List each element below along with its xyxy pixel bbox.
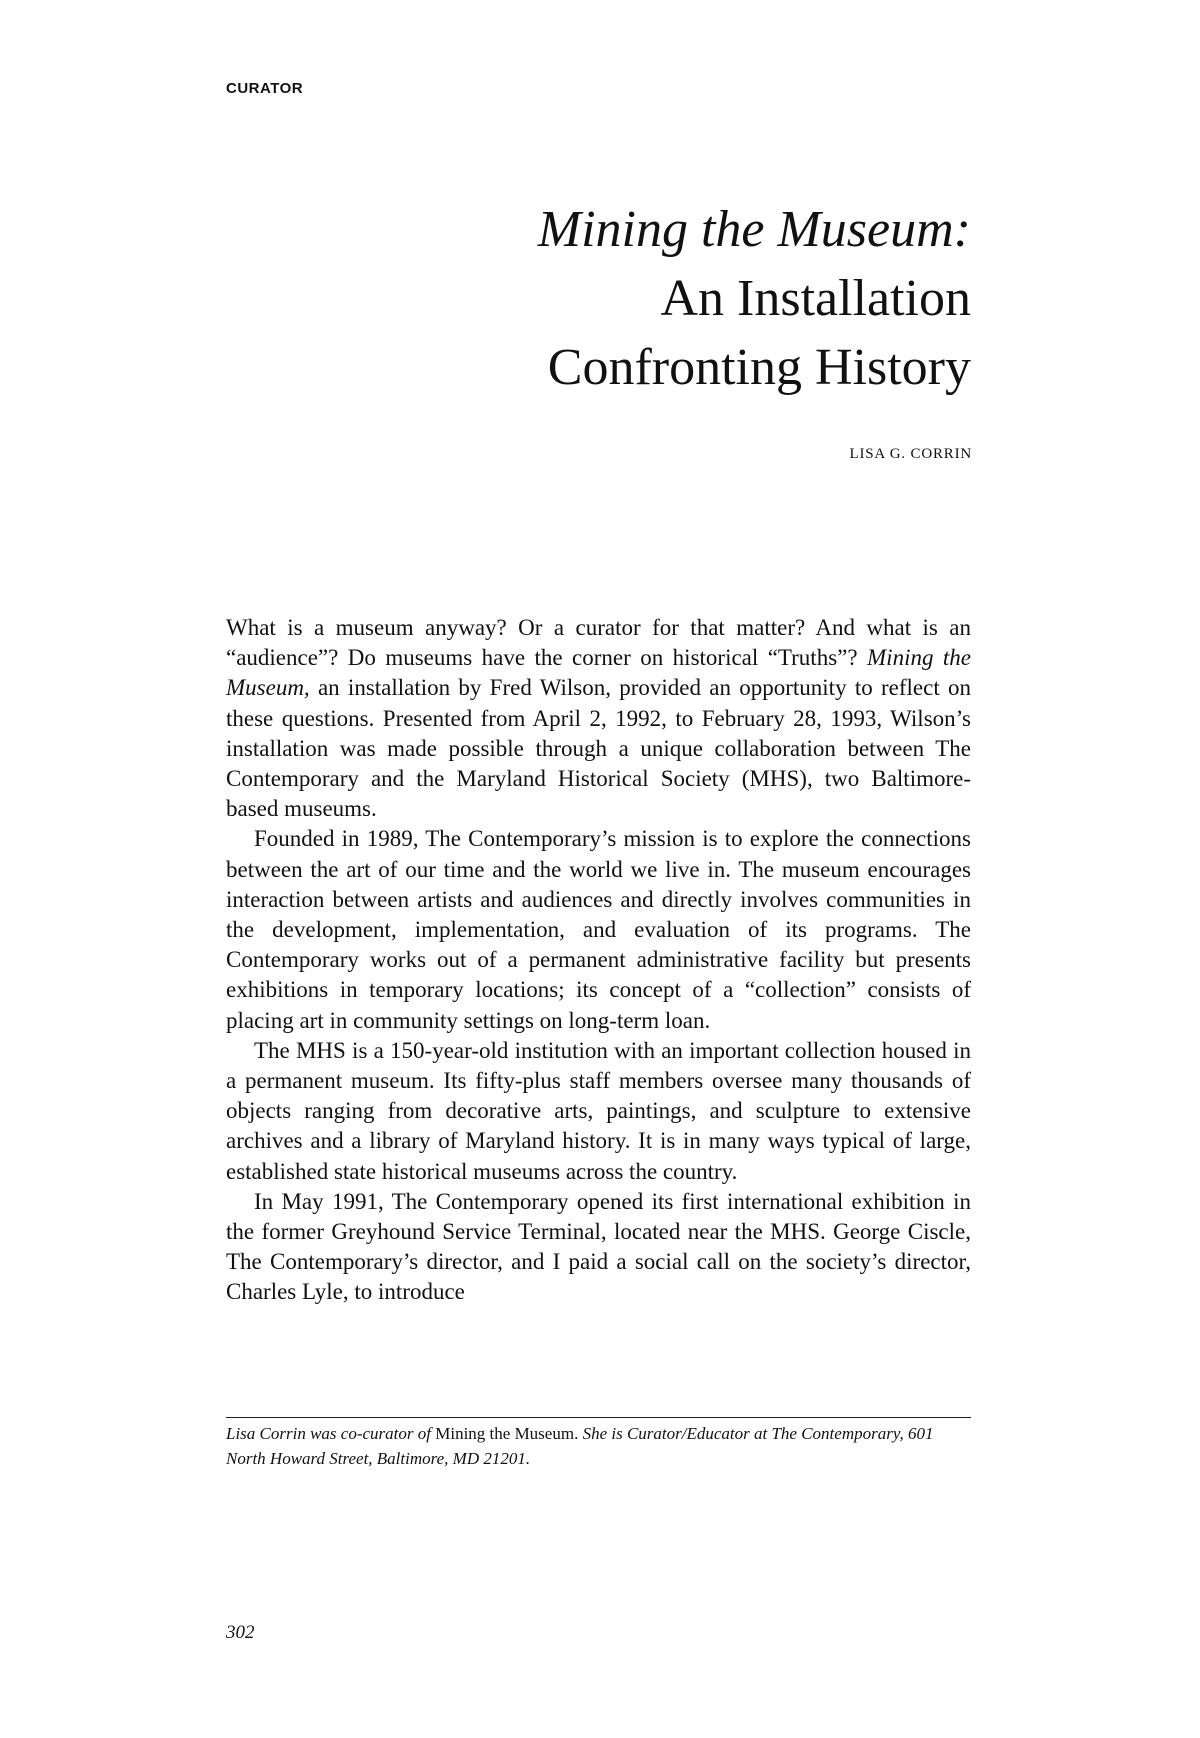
paragraph-3: The MHS is a 150-year-old institution with an important collection housed in a permanent museum. Its fifty-plus staff members oversee many thousands of objects ranging from decorative arts, paintings, and sculpture to extensive archives and a library of Maryland history. It is in many ways typical of large, established state historical museums across the country.	[226, 1037, 971, 1184]
footnote-part-b: She is Curator/Educator at The Contemporary, 601 North Howard Street, Baltimore, MD 21201.	[226, 1424, 934, 1468]
footnote-roman-title: Mining the Museum.	[435, 1424, 579, 1443]
paragraph-1-part-a: What is a museum anyway? Or a curator for that matter? And what is an “audience”? Do museums have the corner on historical “Truths”?	[226, 615, 971, 671]
page-number: 302	[226, 1622, 255, 1643]
article-title	[538, 195, 971, 402]
paragraph-1-part-b: an installation by Fred Wilson, provided an opportunity to reflect on these questions. Presented from April 2, 1992, to February 28, 1993, Wilson’s installation was made possible through a unique collaboration between The Contemporary and the Maryland Historical Society (MHS), two Baltimore-based museums.	[226, 675, 971, 822]
title-line-1: Mining the Museum:	[537, 201, 971, 258]
title-line-3: Confronting History	[547, 339, 971, 396]
paragraph-1	[226, 613, 971, 824]
paragraph-2: Founded in 1989, The Contemporary’s mission is to explore the connections between the art of our time and the world we live in. The museum encourages interaction between artists and audiences and directly involves communities in the development, implementation, and evaluation of its programs. The Contemporary works out of a permanent administrative facility but presents exhibitions in temporary locations; its concept of a “collection” consists of placing art in community settings on long-term loan.	[226, 826, 971, 1033]
article-body	[226, 613, 971, 1308]
footnote	[226, 1421, 971, 1471]
author-byline: LISA G. CORRIN	[849, 446, 972, 462]
running-header: CURATOR	[226, 80, 304, 97]
footnote-part-a: Lisa Corrin was co-curator of	[226, 1424, 436, 1443]
paragraph-4: In May 1991, The Contemporary opened its first international exhibition in the former Greyhound Service Terminal, located near the MHS. George Ciscle, The Contemporary’s director, and I paid a social call on the society’s director, Charles Lyle, to introduce	[226, 1188, 971, 1305]
footnote-rule	[226, 1417, 971, 1418]
paragraph-1-italic-title: Mining the Museum,	[226, 645, 971, 701]
title-line-2: An Installation	[660, 270, 971, 327]
